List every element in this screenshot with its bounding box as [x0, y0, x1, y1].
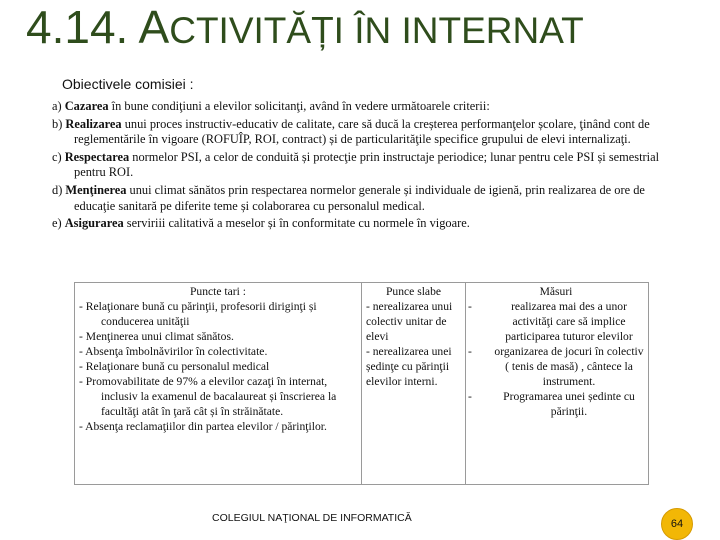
weakness-item: - nerealizarea unei ședinţe cu părinţii elevilor interni. [366, 345, 452, 388]
swot-table [74, 282, 649, 485]
weakness-item: - nerealizarea unui colectiv unitar de elevi [366, 300, 453, 343]
page-title [26, 1, 716, 53]
strengths-header: Puncte tari : [189, 285, 247, 298]
measure-item [468, 344, 644, 389]
measure-item [468, 389, 644, 419]
criterion-item: d) Menţinerea unui climat sănătos prin respectarea normelor generale și individuale de igienă, prin realizarea de ore de educaţie sanitară pe diferite teme și colaborarea cu personalul medical. [52, 182, 645, 213]
weaknesses-header: Punce slabe [385, 285, 442, 298]
criterion-item: c) Respectarea normelor PSI, a celor de conduită și protecţie prin instructaje periodice; lunar pentru cele PSI și semestrial pentru ROI. [52, 149, 660, 180]
title-rest: CTIVITĂȚI ÎN INTERNAT [169, 10, 584, 51]
strength-item: - Menţinerea unui climat sănătos. [79, 330, 234, 343]
criterion-item: a) Cazarea în bune condiţiuni a elevilor solicitanţi, având în vedere următoarele criterii: [52, 99, 490, 113]
bullet-dash: - [468, 345, 472, 358]
title-number: 4.14. A [26, 1, 170, 53]
strengths-column [75, 283, 362, 484]
bullet-dash: - [468, 390, 472, 403]
strength-item: - Relaţionare bună cu părinţii, profesorii diriginţi și conducerea unităţii [79, 300, 317, 328]
measure-text: Programarea unei ședinte cu părinţii. [503, 390, 635, 418]
measures-header: Măsuri [539, 285, 573, 298]
footer-school-name: COLEGIUL NAŢIONAL DE INFORMATICĂ [212, 512, 412, 524]
section-subtitle: Obiectivele comisiei : [62, 76, 194, 92]
measure-text: organizarea de jocuri în colectiv ( tenis de masă) , cântece la instrument. [494, 345, 644, 388]
strength-item: - Relaţionare bună cu personalul medical [79, 360, 270, 373]
page-number-badge: 64 [661, 508, 693, 540]
measure-text: realizarea mai des a unor activităţi care să implice participarea tuturor elevilor [505, 300, 633, 343]
criterion-item: e) Asigurarea serviriii calitativă a meselor și în conformitate cu normele în vigoare. [52, 216, 470, 231]
measures-column [466, 283, 648, 484]
measure-item [468, 299, 644, 344]
strength-item: - Absenţa reclamaţiilor din partea elevilor / părinţilor. [79, 420, 327, 433]
strength-item: - Absenţa îmbolnăvirilor în colectivitate. [79, 345, 268, 358]
criterion-item: b) Realizarea unui proces instructiv-educativ de calitate, care să ducă la creșterea performanţelor școlare, ţinând cont de reglementările în vigoare (ROFUÎP, ROI, contract) și de particularităţile specifice grupului de elevi internalizaţi. [52, 116, 650, 147]
criteria-list [52, 99, 662, 234]
bullet-dash: - [468, 300, 472, 313]
strength-item: - Promovabilitate de 97% a elevilor cazaţi în internat, inclusiv la examenul de bacalaureat și înscrierea la facultăţi atât în ţară cât și în străinătate. [79, 375, 337, 418]
weaknesses-column [362, 283, 466, 484]
